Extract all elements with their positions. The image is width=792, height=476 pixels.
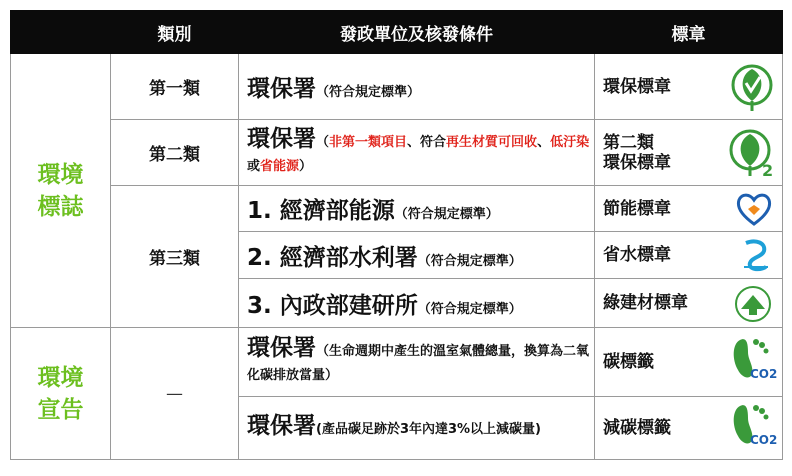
- condition-cell: 環保署（符合規定標準）: [239, 54, 595, 120]
- group-env-label: 環境 標誌: [11, 54, 111, 328]
- category-cell: 第三類: [111, 186, 239, 328]
- category-cell: 第二類: [111, 120, 239, 186]
- condition-cell: 環保署(產品碳足跡於3年內達3%以上減碳量): [239, 397, 595, 460]
- header-category: 類別: [111, 11, 239, 54]
- header-empty: [11, 11, 111, 54]
- condition-cell: 環保署（生命週期中產生的溫室氣體總量，換算為二氧化碳排放當量）: [239, 328, 595, 397]
- table-row: [11, 120, 783, 186]
- eco-label-table: [10, 10, 783, 460]
- green-building-material-icon: [732, 283, 774, 323]
- category-cell: —: [111, 328, 239, 460]
- table-row: [11, 328, 783, 397]
- condition-cell: 3. 內政部建研所（符合規定標準）: [239, 279, 595, 328]
- header-condition: 發政單位及核發條件: [239, 11, 595, 54]
- mark-cell: 第二類 環保標章 2: [595, 120, 783, 186]
- energy-saving-icon: [734, 191, 774, 227]
- carbon-reduction-label-icon: [730, 400, 778, 456]
- header-mark: 標章: [595, 11, 783, 54]
- mark-cell: 節能標章: [595, 186, 783, 232]
- svg-text:CO2: CO2: [750, 367, 778, 381]
- table-row: [11, 186, 783, 232]
- table-row: [11, 54, 783, 120]
- svg-text:2: 2: [762, 160, 774, 180]
- condition-cell: 環保署（非第一類項目、符合再生材質可回收、低汙染或省能源）: [239, 120, 595, 186]
- category-cell: 第一類: [111, 54, 239, 120]
- mark-cell: 減碳標籤 CO2: [595, 397, 783, 460]
- green-mark-icon: [730, 61, 774, 113]
- group-env-declaration: 環境 宣告: [11, 328, 111, 460]
- table-header-row: [11, 11, 783, 54]
- condition-cell: 1. 經濟部能源（符合規定標準）: [239, 186, 595, 232]
- water-saving-icon: [738, 237, 774, 273]
- mark-cell: 碳標籤 CO2: [595, 328, 783, 397]
- condition-cell: 2. 經濟部水利署（符合規定標準）: [239, 232, 595, 279]
- green-mark-2-icon: [728, 126, 774, 180]
- carbon-label-icon: [730, 334, 778, 390]
- mark-cell: 綠建材標章: [595, 279, 783, 328]
- mark-cell: 環保標章: [595, 54, 783, 120]
- svg-text:CO2: CO2: [750, 433, 778, 447]
- mark-cell: 省水標章: [595, 232, 783, 279]
- labels-table-container: [10, 10, 782, 466]
